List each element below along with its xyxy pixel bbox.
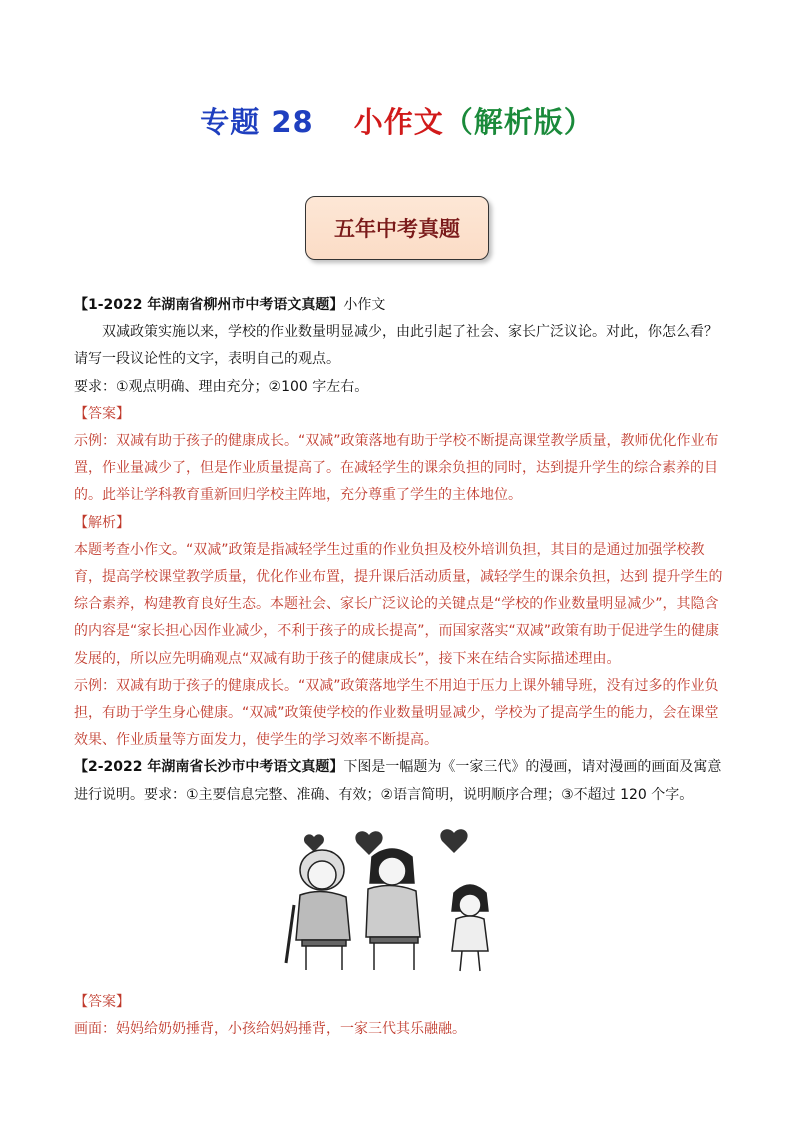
question-1-analysis: 本题考查小作文。“双减”政策是指减轻学生过重的作业负担及校外培训负担，其目的是通过加强学校教育，提高学校课堂教学质量，优化作业布置，提升课后活动质量，减轻学生的课余负担，达到 提升学生的综合素养，构建教育良好生态。本题社会、家长广泛议论的关键点是“学校的作业数量明显减少”，其隐含的内容是“家长担心因作业减少，不利于孩子的成长提高”，而国家落实“双减”政策有助于促进学生的健康发展的，所以应先明确观点“双减有助于孩子的健康成长”，接下来在结合实际描述理由。 <box>74 541 723 667</box>
question-1-type: 小作文 <box>343 297 386 313</box>
question-2-source: 【2-2022 年湖南省长沙市中考语文真题】 <box>74 759 344 776</box>
section-label: 五年中考真题 <box>334 216 460 241</box>
title-topic-number: 专题 28 <box>200 105 314 139</box>
question-2-answer-label: 【答案】 <box>74 993 130 1010</box>
question-1-requirement: 要求：①观点明确、理由充分；②100 字左右。 <box>74 378 369 395</box>
grandmother-figure <box>286 850 350 970</box>
question-1-analysis-label: 【解析】 <box>74 514 130 531</box>
family-comic-illustration <box>274 825 524 975</box>
question-2-header <box>74 754 724 808</box>
question-1-answer-label: 【答案】 <box>74 405 130 422</box>
section-label-box <box>305 196 489 260</box>
question-1-example: 示例：双减有助于孩子的健康成长。“双减”政策落地学生不用迫于压力上课外辅导班，没有过多的作业负担，有助于学生身心健康。“双减”政策使学校的作业数量明显减少，学校为了提高学生的能力，会在课堂效果、作业质量等方面发力，使学生的学习效率不断提高。 <box>74 677 719 749</box>
question-1-header <box>74 292 724 319</box>
question-1-source: 【1-2022 年湖南省柳州市中考语文真题】 <box>74 297 344 313</box>
document-body <box>74 292 724 1043</box>
title-edition: （解析版） <box>443 105 594 139</box>
title-topic-name: 小作文 <box>353 105 444 139</box>
question-2-answer: 画面：妈妈给奶奶捶背，小孩给妈妈捶背，一家三代其乐融融。 <box>74 1021 466 1038</box>
child-figure <box>452 885 488 971</box>
document-title <box>0 100 794 141</box>
question-2-prompt: 下图是一幅题为《一家三代》的漫画，请对漫画的画面及寓意进行说明。要求：①主要信息完整、准确、有效；②语言简明，说明顺序合理；③不超过 120 个字。 <box>74 759 722 803</box>
question-1-answer: 示例：双减有助于孩子的健康成长。“双减”政策落地有助于学校不断提高课堂教学质量，教师优化作业布置，作业量减少了，但是作业质量提高了。在减轻学生的课余负担的同时，达到提升学生的综合素养的目的。此举让学科教育重新回归学校主阵地，充分尊重了学生的主体地位。 <box>74 433 719 504</box>
mother-figure <box>366 849 420 970</box>
question-1-prompt: 双减政策实施以来，学校的作业数量明显减少，由此引起了社会、家长广泛议论。对此，你怎么看？请写一段议论性的文字，表明自己的观点。 <box>74 324 718 368</box>
